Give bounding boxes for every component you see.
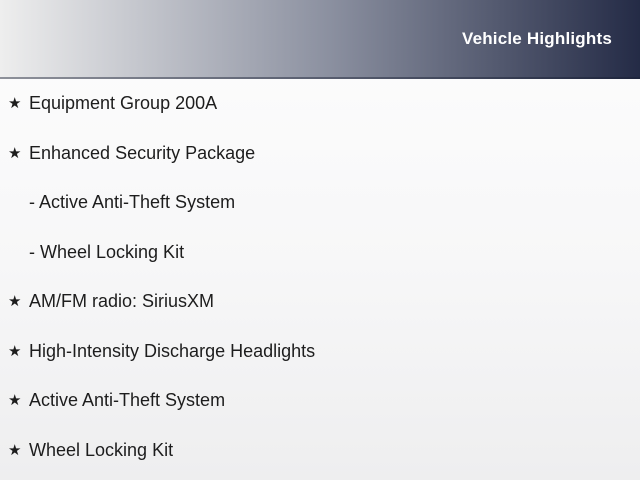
list-sub-item [8,178,640,228]
list-item-label: AM/FM radio: SiriusXM [29,291,215,312]
list-item-label: - Wheel Locking Kit [29,241,185,262]
star-icon: ★ [8,95,22,113]
star-icon: ★ [8,144,22,162]
list-item [8,426,640,476]
page-title: Vehicle Highlights [461,28,612,48]
star-icon: ★ [8,441,22,459]
list-item-label: Active Anti-Theft System [29,390,226,411]
list-item-label: Wheel Locking Kit [29,439,174,460]
list-item [8,376,640,426]
list-item-label: Enhanced Security Package [29,142,256,163]
header-bar [0,0,640,79]
list-item [8,327,640,377]
list-item [8,129,640,179]
star-icon: ★ [8,293,22,311]
list-item [8,277,640,327]
list-sub-item [8,228,640,278]
highlights-list [0,79,640,480]
list-item-label: - Active Anti-Theft System [29,192,236,213]
star-icon: ★ [8,342,22,360]
list-item-label: High-Intensity Discharge Headlights [29,340,316,361]
star-icon: ★ [8,392,22,410]
list-item-label: Equipment Group 200A [29,93,218,114]
list-item [8,79,640,129]
